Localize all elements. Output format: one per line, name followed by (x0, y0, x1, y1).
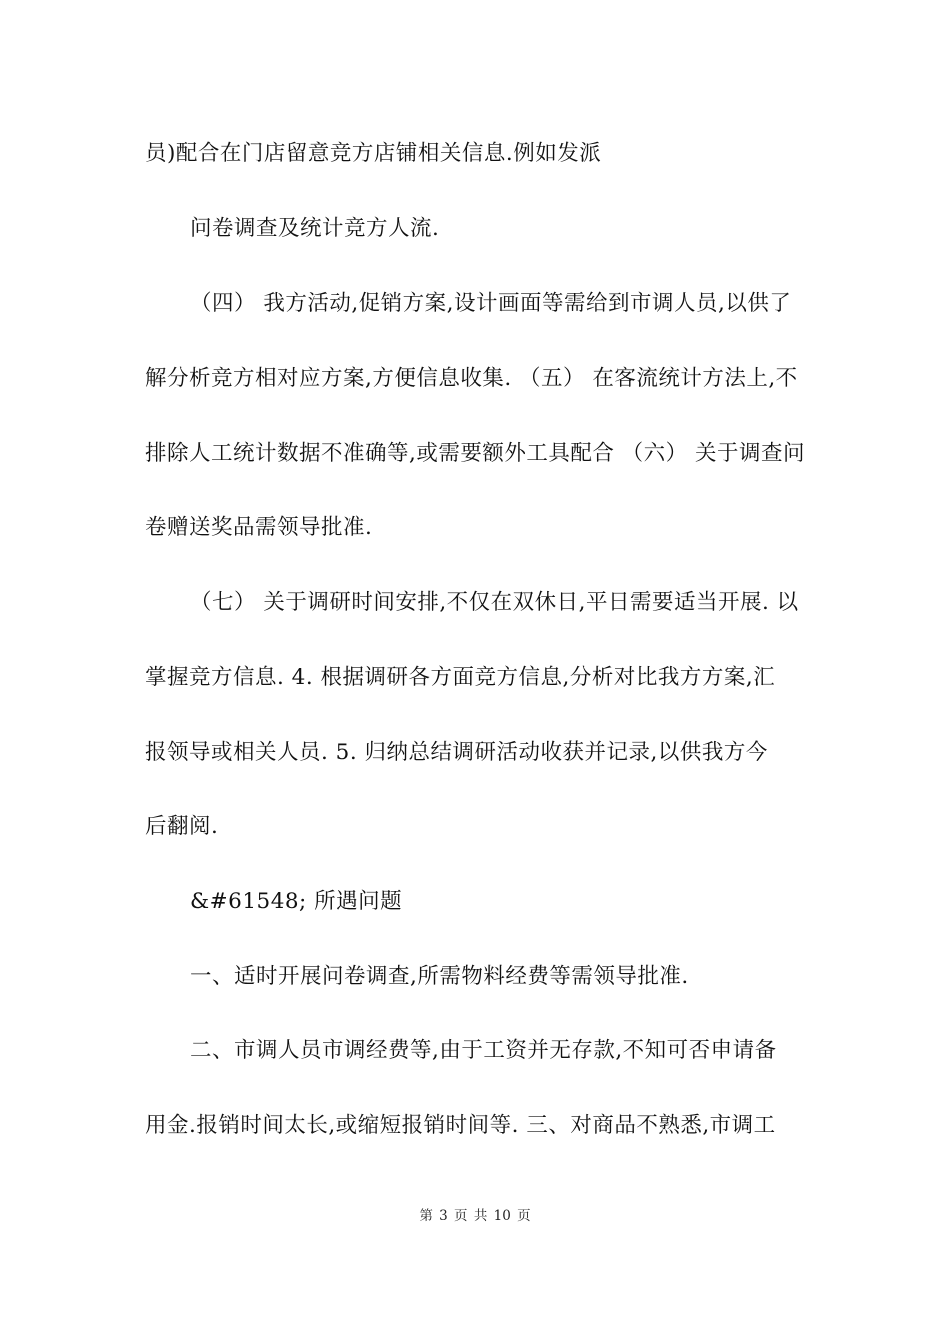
text-line: 一、适时开展问卷调查,所需物料经费等需领导批准. (190, 964, 689, 989)
text-line: （七） 关于调研时间安排,不仅在双休日,平日需要适当开展. 以 (190, 590, 799, 615)
text-line: 排除人工统计数据不准确等,或需要额外工具配合 （六） 关于调查问 (145, 441, 806, 466)
text-line: 后翻阅. (145, 814, 219, 839)
section-heading: &#61548; 所遇问题 (190, 889, 403, 914)
text-line: 二、市调人员市调经费等,由于工资并无存款,不知可否申请备 (190, 1038, 777, 1063)
text-line: 掌握竞方信息. 4. 根据调研各方面竞方信息,分析对比我方方案,汇 (145, 665, 776, 690)
text-line: 员)配合在门店留意竞方店铺相关信息.例如发派 (145, 141, 602, 166)
text-line: （四） 我方活动,促销方案,设计画面等需给到市调人员,以供了 (190, 291, 792, 316)
text-line: 解分析竞方相对应方案,方便信息收集. （五） 在客流统计方法上,不 (145, 366, 798, 391)
text-line: 卷赠送奖品需领导批准. (145, 515, 373, 540)
page-number-footer: 第 3 页 共 10 页 (419, 1208, 531, 1224)
text-line: 报领导或相关人员. 5. 归纳总结调研活动收获并记录,以供我方今 (145, 740, 768, 765)
text-line: 问卷调查及统计竞方人流. (190, 216, 440, 241)
text-line: 用金.报销时间太长,或缩短报销时间等. 三、对商品不熟悉,市调工 (145, 1113, 776, 1138)
